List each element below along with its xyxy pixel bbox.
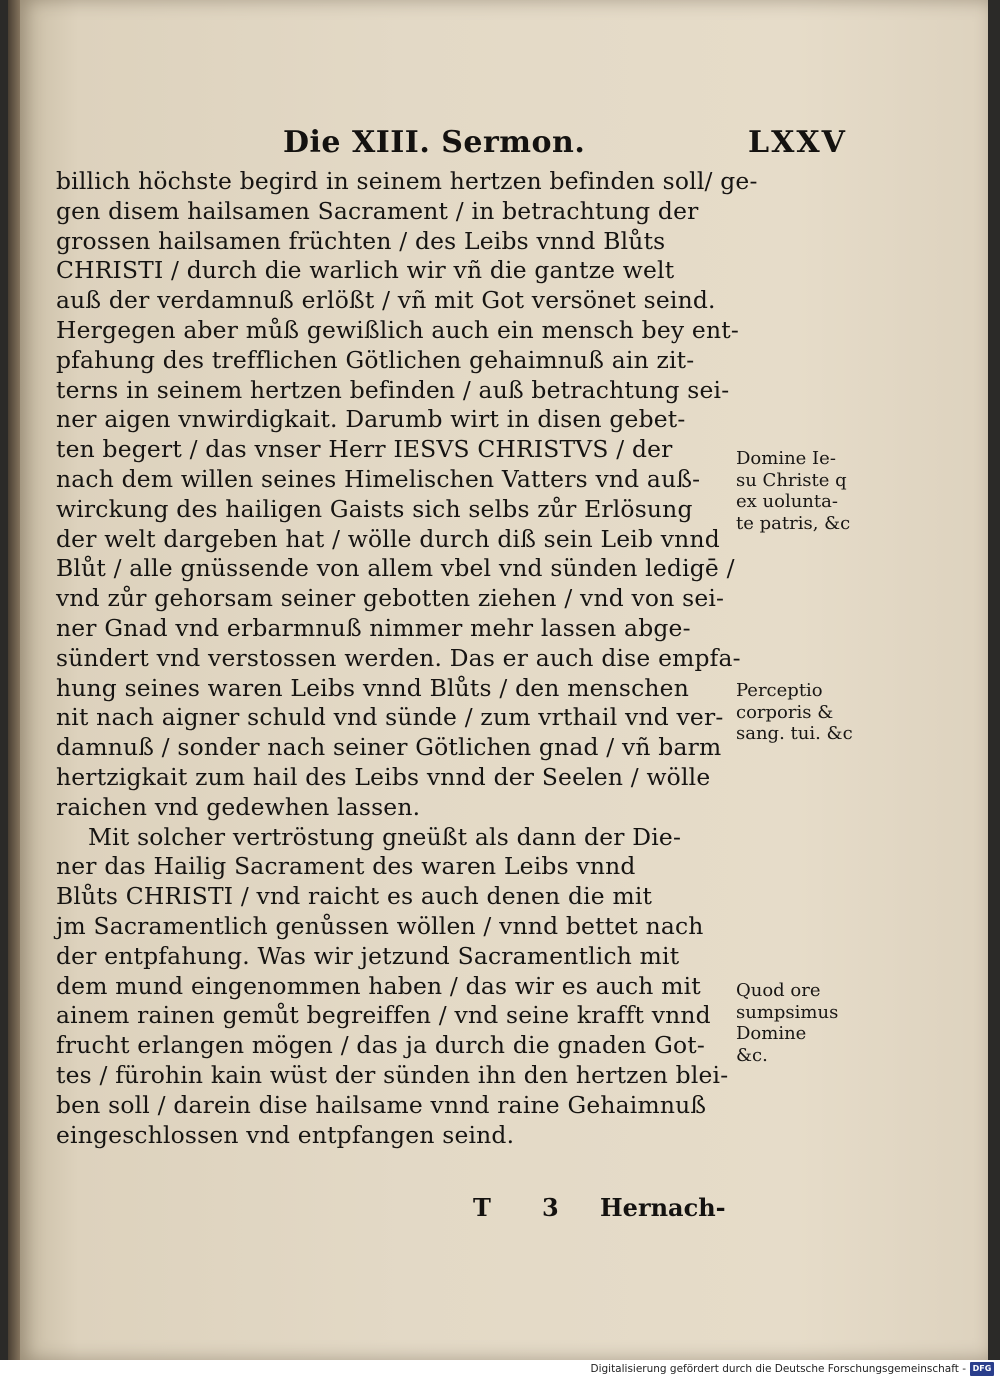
margin-note [736, 980, 876, 1066]
text-line: grossen hailsamen früchten / des Leibs vnnd Blůts [56, 226, 666, 255]
text-line: ner Gnad vnd erbarmnuß nimmer mehr lassen abge- [56, 613, 691, 642]
text-line: hung seines waren Leibs vnnd Blůts / den menschen [56, 673, 689, 702]
text-line: hertzigkait zum hail des Leibs vnnd der Seelen / wölle [56, 762, 711, 791]
text-line: ten begert / das vnser Herr IESVS CHRISTVS / der [56, 435, 673, 464]
text-line: ner aigen vnwirdigkait. Darumb wirt in disen gebet- [56, 405, 686, 434]
text-line: tes / fürohin kain wüst der sünden ihn den hertzen blei- [56, 1060, 729, 1089]
text-line: pfahung des trefflichen Götlichen gehaimnuß ain zit- [56, 345, 695, 374]
catchword: Hernach- [600, 1193, 726, 1222]
text-line: damnuß / sonder nach seiner Götlichen gnad / vñ barm [56, 733, 722, 762]
text-line: vnd zůr gehorsam seiner gebotten ziehen / vnd von sei- [56, 584, 725, 613]
margin-note-line: sang. tui. &c [736, 723, 853, 744]
margin-note-line: su Christe q [736, 469, 847, 491]
text-line: terns in seinem hertzen befinden / auß betrachtung sei- [56, 375, 730, 404]
margin-note [736, 448, 876, 534]
text-line: CHRISTI / durch die warlich wir vñ die gantze welt [56, 256, 675, 285]
margin-note [736, 680, 876, 745]
margin-note-line: Domine [736, 1023, 807, 1044]
text-line: dem mund eingenommen haben / das wir es auch mit [56, 971, 701, 1000]
margin-note-line: corporis & [736, 701, 834, 723]
text-line: auß der verdamnuß erlößt / vñ mit Got versönet seind. [56, 286, 716, 315]
text-line: nit nach aigner schuld vnd sünde / zum vrthail vnd ver- [56, 703, 724, 732]
footer-bar [0, 1360, 1000, 1379]
margin-note-line: Quod ore [736, 980, 821, 1001]
text-line: jm Sacramentlich genůssen wöllen / vnnd bettet nach [56, 911, 704, 940]
text-line: der entpfahung. Was wir jetzund Sacramentlich mit [56, 941, 680, 970]
text-line: sündert vnd verstossen werden. Das er auch dise empfa- [56, 643, 741, 672]
margin-note-line: Domine Ie- [736, 448, 836, 469]
dfg-logo-icon: DFG [970, 1362, 994, 1376]
running-head: Die XIII. Sermon. [283, 125, 586, 160]
text-line: nach dem willen seines Himelischen Vatters vnd auß- [56, 464, 701, 493]
funding-credit: Digitalisierung gefördert durch die Deutsche Forschungsgemeinschaft - [590, 1363, 966, 1375]
margin-note-line: Perceptio [736, 680, 823, 701]
text-line: eingeschlossen vnd entpfangen seind. [56, 1120, 515, 1149]
text-line: wirckung des hailigen Gaists sich selbs zůr Erlösung [56, 494, 693, 523]
text-line: raichen vnd gedewhen lassen. [56, 792, 421, 821]
margin-note-line: te patris, &c [736, 512, 851, 534]
margin-note-line: ex uolunta- [736, 491, 838, 512]
text-line: gen disem hailsamen Sacrament / in betrachtung der [56, 196, 699, 225]
main-text-block [56, 167, 758, 1150]
text-line: ner das Hailig Sacrament des waren Leibs vnnd [56, 852, 636, 881]
folio-number: LXXV [748, 125, 847, 160]
signature-number: 3 [542, 1193, 559, 1222]
signature-mark: T [473, 1193, 491, 1222]
text-line: frucht erlangen mögen / das ja durch die gnaden Got- [56, 1031, 705, 1060]
text-line: Blůt / alle gnüssende von allem vbel vnd sünden ledigē / [56, 554, 735, 583]
text-line: der welt dargeben hat / wölle durch diß sein Leib vnnd [56, 524, 720, 553]
text-line: Mit solcher vertröstung gneüßt als dann der Die- [88, 822, 682, 851]
text-line: Blůts CHRISTI / vnd raicht es auch denen die mit [56, 882, 653, 911]
text-line: Hergegen aber můß gewißlich auch ein mensch bey ent- [56, 315, 739, 344]
text-line: ainem rainen gemůt begreiffen / vnd seine krafft vnnd [56, 1001, 711, 1030]
margin-note-line: &c. [736, 1044, 768, 1066]
margin-note-line: sumpsimus [736, 1001, 839, 1023]
text-line: billich höchste begird in seinem hertzen befinden soll/ ge- [56, 167, 758, 195]
text-line: ben soll / darein dise hailsame vnnd raine Gehaimnuß [56, 1090, 707, 1119]
